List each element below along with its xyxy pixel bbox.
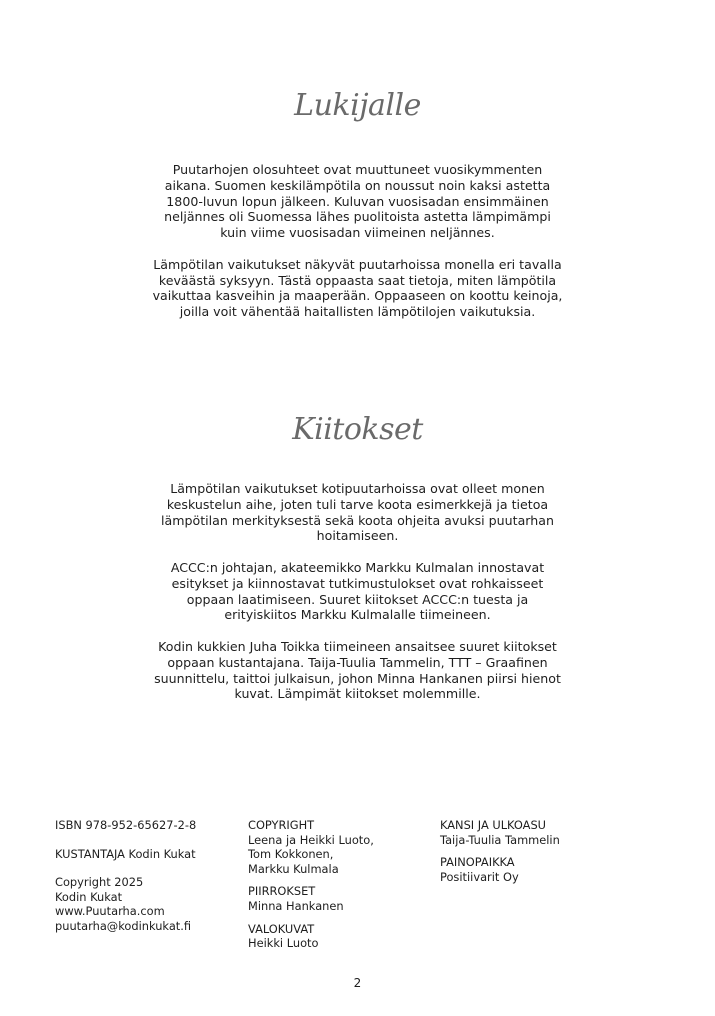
thanks-paragraph-1: Lämpötilan vaikutukset kotipuutarhoissa ovat olleet monen keskustelun aihe, joten tuli tarve koota esimerkkejä ja tietoa lämpötilan merkityksestä sekä koota ohjeita avuksi puutarhan hoitamiseen. bbox=[161, 481, 554, 544]
thanks-heading: Kiitokset bbox=[292, 412, 423, 447]
isbn: ISBN 978-952-65627-2-8 bbox=[55, 818, 197, 832]
colophon-column-3 bbox=[440, 818, 560, 892]
photos-label: VALOKUVAT bbox=[248, 921, 315, 936]
website-link[interactable]: www.Puutarha.com bbox=[55, 904, 165, 919]
copyright-holder: Leena ja Heikki Luoto, bbox=[248, 832, 374, 847]
cover-by: Taija-Tuulia Tammelin bbox=[440, 832, 560, 847]
print-label: PAINOPAIKKA bbox=[440, 855, 515, 870]
copyright-label: COPYRIGHT bbox=[248, 818, 315, 832]
reader-text bbox=[150, 162, 565, 320]
email-link[interactable]: puutarha@kodinkukat.fi bbox=[55, 918, 192, 933]
copyright-holder: Markku Kulmala bbox=[248, 861, 339, 876]
thanks-paragraph-2: ACCC:n johtajan, akateemikko Markku Kulmalan innostavat esitykset ja kiinnostavat tutkimustulokset ovat rohkaisseet oppaan laatimiseen. Suuret kiitokset ACCC:n tuesta ja erityiskiitos Markku Kulmalalle tiimeineen. bbox=[170, 559, 545, 623]
reader-heading: Lukijalle bbox=[294, 88, 421, 123]
colophon-column-2 bbox=[248, 818, 374, 959]
drawings-by: Minna Hankanen bbox=[248, 898, 344, 913]
photos-by: Heikki Luoto bbox=[248, 936, 319, 951]
colophon-column-1 bbox=[55, 818, 196, 942]
copyright-holder: Tom Kokkonen, bbox=[248, 847, 334, 862]
drawings-label: PIIRROKSET bbox=[248, 884, 316, 899]
thanks-paragraph-3: Kodin kukkien Juha Toikka tiimeineen ansaitsee suuret kiitokset oppaan kustantajana. Taija-Tuulia Tammelin, TTT – Graafinen suunnittelu, taittoi julkaisun, johon Minna Hankanen piirsi hienot kuvat. Lämpimät kiitokset molemmille. bbox=[154, 638, 561, 702]
print-by: Positiivarit Oy bbox=[440, 869, 519, 884]
reader-paragraph-2: Lämpötilan vaikutukset näkyvät puutarhoissa monella eri tavalla keväästä syksyyn. Tästä oppaasta saat tietoja, miten lämpötila vaikuttaa kasveihin ja maaperään. Oppaaseen on koottu keinoja, joilla voit vähentää haitallisten lämpötilojen vaikutuksia. bbox=[152, 256, 563, 320]
company-name: Kodin Kukat bbox=[55, 889, 123, 904]
reader-paragraph-1: Puutarhojen olosuhteet ovat muuttuneet vuosikymmenten aikana. Suomen keskilämpötila on noussut noin kaksi astetta 1800-luvun lopun jälkeen. Kuluvan vuosisadan ensimmäinen neljännes oli Suomessa lähes puolitoista astetta lämpimämpi kuin viime vuosisadan viimeinen neljännes. bbox=[164, 162, 551, 241]
copyright-year: Copyright 2025 bbox=[55, 875, 144, 890]
thanks-text bbox=[150, 481, 565, 702]
cover-label: KANSI JA ULKOASU bbox=[440, 818, 547, 832]
publisher: KUSTANTAJA Kodin Kukat bbox=[55, 846, 196, 861]
page-number: 2 bbox=[353, 976, 362, 990]
